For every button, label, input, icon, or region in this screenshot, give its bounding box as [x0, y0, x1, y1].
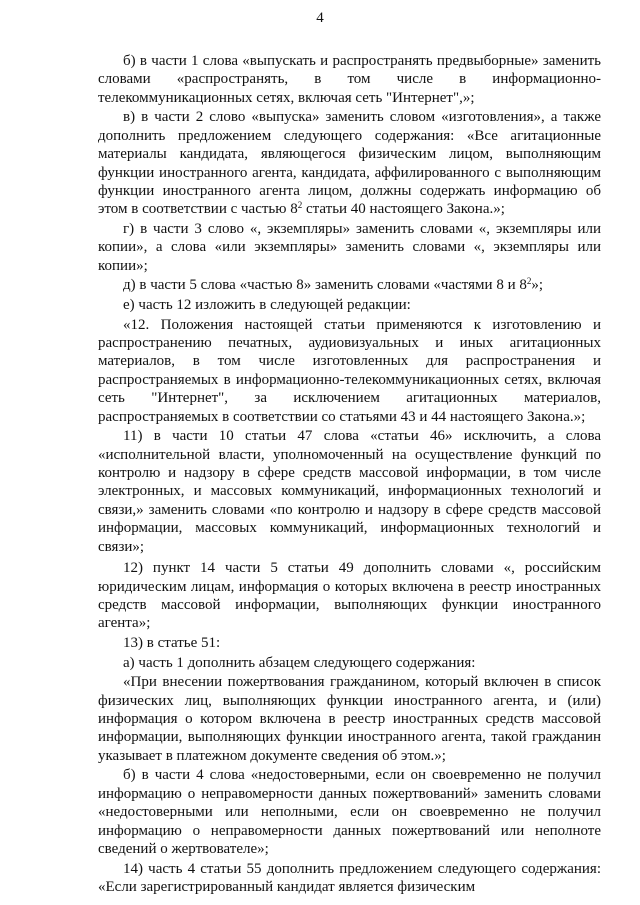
paragraph-d: д) в части 5 слова «частью 8» заменить словами «частями 8 и $8^2$»; [123, 276, 544, 294]
paragraph-b: б) в части 1 слова «выпускать и распространять предвыборные» заменить словами «распространять, в том числе в информационно-телекоммуникационных сетях, включая сеть "Интернет",»; [98, 53, 601, 106]
paragraph-v: в) в части 2 слово «выпуска» заменить словом «изготовления», а также дополнить предложением следующего содержания: «Все агитационные материалы кандидата, являющегося физическим лицом, выполняющим функции иностранного агента, кандидата, аффилированного с выполняющим функции иностранного агента лицом, должны содержать информацию об этом в соответствии с частью $8^2$ статьи 40 настоящего Закона.»; [98, 109, 601, 218]
paragraph-13-b: б) в части 4 слова «недостоверными, если он своевременно не получил информацию о неправомерности данных пожертвований» заменить словами «недостоверными или неполными, если он своевременно не получил информацию о неправомерности данных пожертвований или неполноте сведений о жертвователе»; [98, 767, 601, 857]
paragraph-item-13: 13) в статье 51: [123, 634, 221, 651]
paragraph-13-a: а) часть 1 дополнить абзацем следующего содержания: [123, 654, 476, 671]
page-number: 4 [316, 10, 324, 26]
paragraph-g: г) в части 3 слово «, экземпляры» заменить словами «, экземпляры или копии», а слова «или экземпляры» заменить словами «, экземпляры или копии»; [98, 221, 601, 274]
paragraph-item-14: 14) часть 4 статьи 55 дополнить предложением следующего содержания: «Если зарегистрированный кандидат является физическим [98, 860, 601, 895]
paragraph-item-12: 12) пункт 14 части 5 статьи 49 дополнить словами «, российским юридическим лицам, информация о которых включена в реестр иностранных средств массовой информации, выполняющих функции иностранного агента»; [98, 560, 601, 632]
superscript: 2 [526, 276, 532, 287]
paragraph-13-a-quote: «При внесении пожертвования гражданином, который включен в список физических лиц, выполняющих функции иностранного агента, и (или) информация о котором включена в реестр иностранных средств массовой информации, выполняющих функции иностранного агента, такой гражданин указывает в платежном документе сведения об этом.»; [98, 674, 601, 764]
paragraph-item-11: 11) в части 10 статьи 47 слова «статьи 46» исключить, а слова «исполнительной власти, уполномоченный на осуществление функций по контролю и надзору в сфере средств массовой информации, в том числе электронных, и массовых коммуникаций, информационных технологий и связи,» заменить словами «по контролю и надзору в сфере средств массовой информации, массовых коммуникаций, информационных технологий и связи»; [98, 428, 601, 555]
paragraph-part-12: «12. Положения настоящей статьи применяются к изготовлению и распространению печатных, аудиовизуальных и иных агитационных материалов, в том числе изготовленных для распространения и распространяемых в информационно-телекоммуникационных сетях, включая сеть "Интернет", за исключением агитационных материалов, распространяемых в соответствии со статьями 43 и 44 настоящего Закона.»; [98, 316, 601, 425]
superscript: 2 [297, 200, 303, 211]
document-body [98, 52, 601, 896]
paragraph-e: е) часть 12 изложить в следующей редакции: [123, 297, 411, 314]
